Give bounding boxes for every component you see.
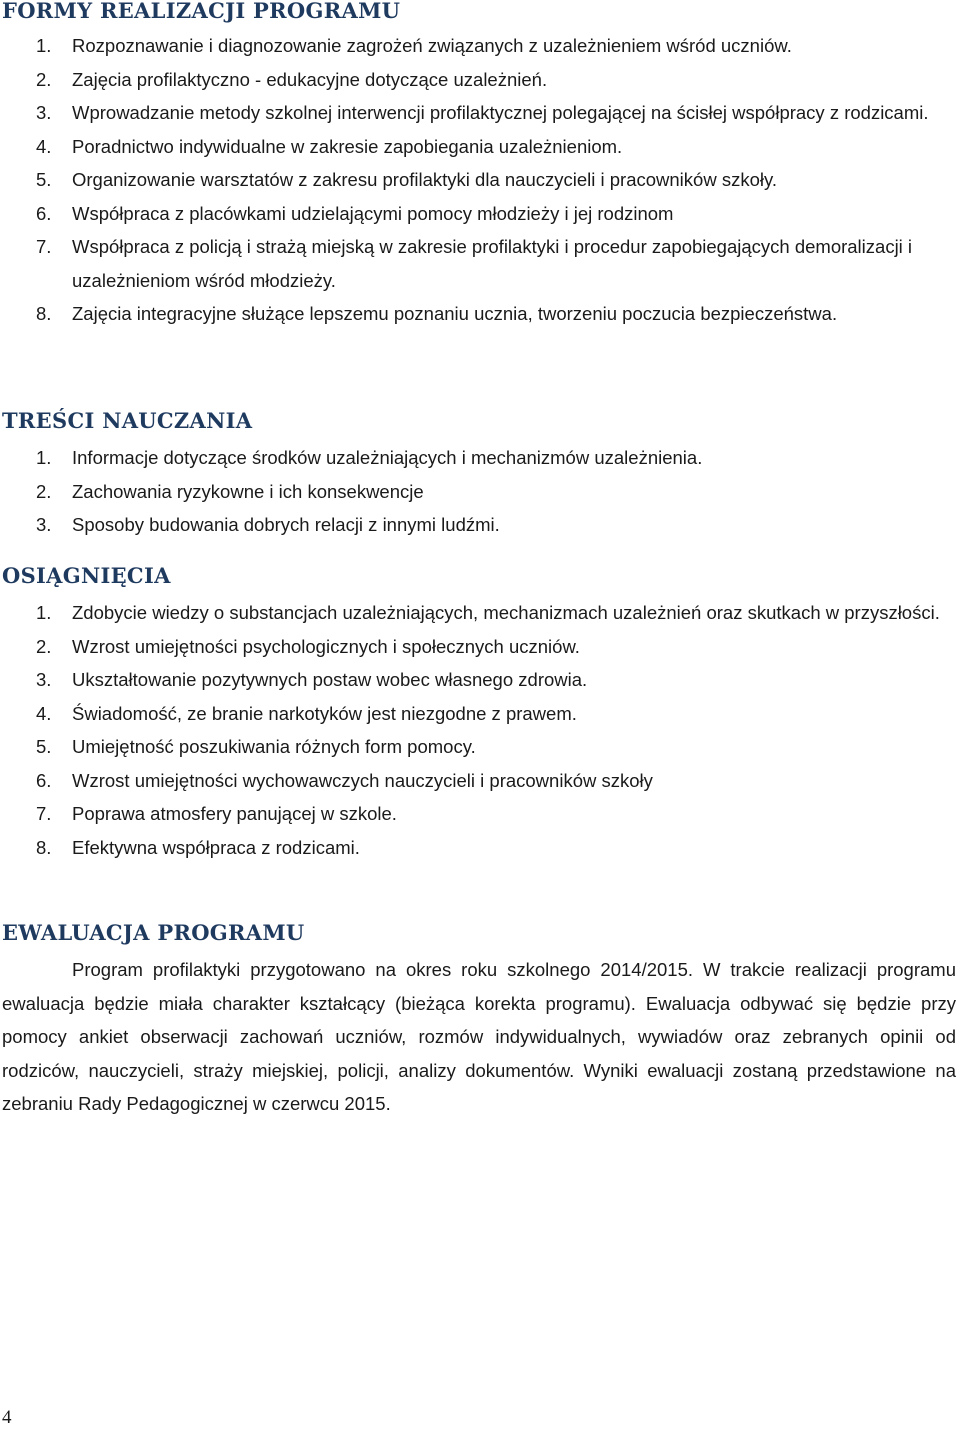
list-item [0,831,958,865]
list-item [0,230,958,297]
item-number: 6. [36,202,52,224]
item-number: 8. [36,303,52,324]
list-item [0,441,958,475]
list-item [0,764,958,798]
item-number: 2. [36,635,52,657]
list-item [0,297,958,331]
list-item [0,663,958,697]
list-item [0,697,958,731]
list-item [0,508,958,542]
section-heading-osiagniecia: OSIĄGNIĘCIA [2,563,171,588]
list-item [0,596,958,630]
item-text: Świadomość, ze branie narkotyków jest niezgodne z prawem. [72,702,577,724]
section-heading-formy: FORMY REALIZACJI PROGRAMU [2,0,401,23]
item-text: Wzrost umiejętności psychologicznych i społecznych uczniów. [72,635,580,657]
item-number: 4. [36,135,52,157]
item-text: Wprowadzanie metody szkolnej interwencji profilaktycznej polegającej na ścisłej współpracy z rodzicami. [72,102,929,123]
item-text: Informacje dotyczące środków uzależniających i mechanizmów uzależnienia. [72,447,703,468]
item-number: 6. [36,769,52,791]
ewaluacja-paragraph: Program profilaktyki przygotowano na okres roku szkolnego 2014/2015. W trakcie realizacji programu ewaluacja będzie miała charakter kształcący (bieżąca korekta programu). Ewaluacja odbywać się będzie przy pomocy ankiet obserwacji zachowań uczniów, rozmów indywidualnych, wywiadów oraz zebranych opinii od rodziców, nauczycieli, straży miejskiej, policji, analizy dokumentów. Wyniki ewaluacji zostaną przedstawione na zebraniu Rady Pedagogicznej w czerwcu 2015. [2,959,956,1114]
item-text: Zajęcia integracyjne służące lepszemu poznaniu ucznia, tworzeniu poczucia bezpieczeństwa. [72,303,838,324]
item-number: 7. [36,236,52,257]
item-text: Współpraca z policją i strażą miejską w zakresie profilaktyki i procedur zapobiegających demoralizacji i uzależnieniom wśród młodzieży. [72,236,913,291]
list-item [0,797,958,831]
item-number: 3. [36,514,52,535]
item-number: 4. [36,702,52,724]
item-number: 3. [36,102,52,123]
item-text: Organizowanie warsztatów z zakresu profilaktyki dla nauczycieli i pracowników szkoły. [72,169,777,190]
list-item [0,475,958,509]
item-text: Poprawa atmosfery panującej w szkole. [72,803,397,824]
item-text: Zdobycie wiedzy o substancjach uzależniających, mechanizmach uzależnień oraz skutkach w przyszłości. [72,602,940,623]
list-item [0,730,958,764]
list-item [0,163,958,197]
list-item [0,63,958,97]
list-item [0,197,958,231]
item-text: Zajęcia profilaktyczno - edukacyjne dotyczące uzależnień. [72,68,548,90]
item-number: 3. [36,669,52,690]
list-item [0,29,958,63]
item-text: Ukształtowanie pozytywnych postaw wobec własnego zdrowia. [72,669,588,690]
item-text: Sposoby budowania dobrych relacji z innymi ludźmi. [72,514,500,535]
formy-list [0,29,958,331]
item-number: 2. [36,68,52,90]
item-text: Zachowania ryzykowne i ich konsekwencje [72,480,424,502]
item-text: Współpraca z placówkami udzielającymi pomocy młodzieży i jej rodzinom [72,202,674,224]
item-text: Poradnictwo indywidualne w zakresie zapobiegania uzależnieniom. [72,135,623,157]
item-text: Umiejętność poszukiwania różnych form pomocy. [72,736,476,757]
osiagniecia-list [0,596,958,864]
item-number: 7. [36,803,52,824]
item-text: Wzrost umiejętności wychowawczych nauczycieli i pracowników szkoły [72,769,653,791]
list-item [0,130,958,164]
list-item [0,630,958,664]
section-heading-tresci: TREŚCI NAUCZANIA [2,408,253,433]
list-item [0,96,958,130]
item-number: 5. [36,169,52,190]
item-number: 1. [36,602,52,623]
item-number: 5. [36,736,52,757]
item-text: Efektywna współpraca z rodzicami. [72,836,360,858]
item-number: 2. [36,480,52,502]
page-number: 4 [2,1407,12,1428]
item-number: 1. [36,447,52,468]
item-number: 1. [36,35,52,56]
item-number: 8. [36,836,52,858]
section-heading-ewaluacja: EWALUACJA PROGRAMU [2,920,305,945]
item-text: Rozpoznawanie i diagnozowanie zagrożeń związanych z uzależnieniem wśród uczniów. [72,35,792,56]
tresci-list [0,441,958,542]
